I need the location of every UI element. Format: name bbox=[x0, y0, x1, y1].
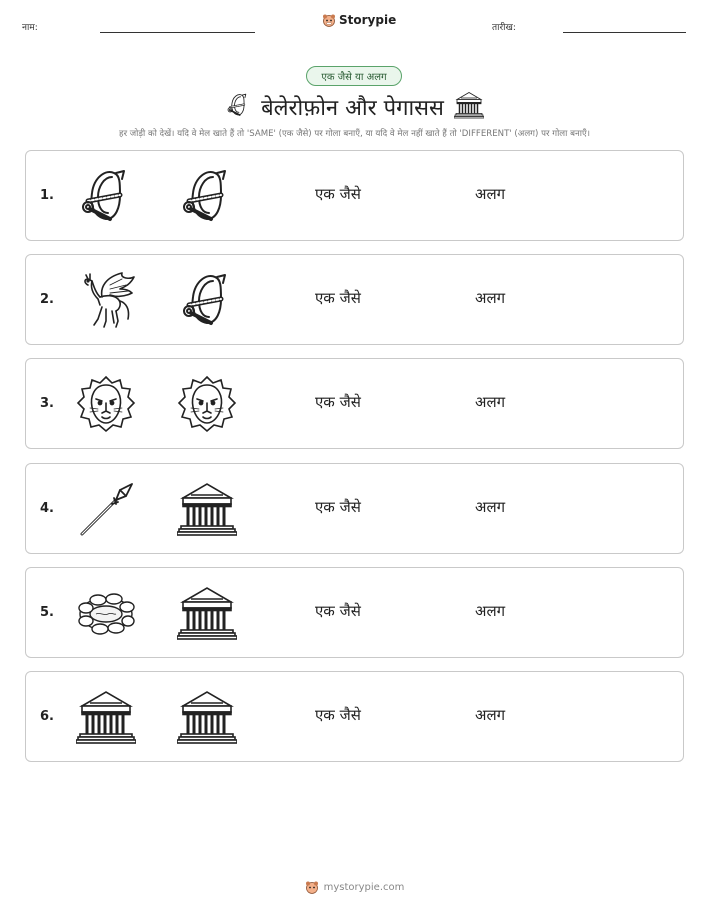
brand-logo bbox=[322, 13, 396, 27]
question-number: 5. bbox=[40, 605, 54, 620]
pegasus-icon bbox=[76, 271, 136, 329]
name-line[interactable] bbox=[100, 32, 255, 33]
question-row bbox=[25, 463, 684, 554]
storypie-footer-icon bbox=[305, 880, 319, 894]
question-row bbox=[25, 254, 684, 345]
temple-icon bbox=[177, 688, 237, 746]
option-same[interactable]: एक जैसे bbox=[315, 602, 361, 620]
brand-name: Storypie bbox=[339, 13, 397, 27]
option-different[interactable]: अलग bbox=[475, 289, 506, 307]
question-number: 2. bbox=[40, 292, 54, 307]
instructions: हर जोड़ी को देखें। यदि वे मेल खाते हैं तो 'SAME' (एक जैसे) पर गोला बनाएँ, या यदि वे मेल नहीं खाते हैं तो 'DIFFERENT' (अलग) पर गोला बनाएँ। bbox=[119, 129, 590, 139]
option-different[interactable]: अलग bbox=[475, 602, 506, 620]
spear-icon bbox=[76, 480, 136, 538]
option-different[interactable]: अलग bbox=[475, 393, 506, 411]
option-same[interactable]: एक जैसे bbox=[315, 185, 361, 203]
temple-icon bbox=[76, 688, 136, 746]
option-different[interactable]: अलग bbox=[475, 185, 506, 203]
title-row bbox=[0, 90, 709, 124]
temple-title-icon bbox=[454, 90, 484, 124]
question-number: 3. bbox=[40, 396, 54, 411]
bridle-title-icon bbox=[225, 90, 251, 124]
option-same[interactable]: एक जैसे bbox=[315, 498, 361, 516]
page-title: बेलेरोफ़ोन और पेगासस bbox=[261, 96, 444, 121]
option-same[interactable]: एक जैसे bbox=[315, 289, 361, 307]
date-line[interactable] bbox=[563, 32, 686, 33]
question-number: 1. bbox=[40, 188, 54, 203]
lion-icon bbox=[177, 375, 237, 433]
question-row bbox=[25, 671, 684, 762]
spring-icon bbox=[76, 584, 136, 642]
bridle-icon bbox=[177, 167, 237, 225]
question-row bbox=[25, 567, 684, 658]
question-row bbox=[25, 150, 684, 241]
question-number: 6. bbox=[40, 709, 54, 724]
footer-site[interactable]: mystorypie.com bbox=[323, 881, 405, 893]
option-different[interactable]: अलग bbox=[475, 706, 506, 724]
temple-icon bbox=[177, 584, 237, 642]
date-label: तारीख: bbox=[492, 23, 516, 33]
question-row bbox=[25, 358, 684, 449]
option-same[interactable]: एक जैसे bbox=[315, 706, 361, 724]
question-number: 4. bbox=[40, 501, 54, 516]
option-different[interactable]: अलग bbox=[475, 498, 506, 516]
storypie-mascot-icon bbox=[322, 13, 336, 27]
worksheet-type-badge: एक जैसे या अलग bbox=[306, 66, 402, 86]
temple-icon bbox=[177, 480, 237, 538]
bridle-icon bbox=[177, 271, 237, 329]
option-same[interactable]: एक जैसे bbox=[315, 393, 361, 411]
name-label: नाम: bbox=[22, 23, 38, 33]
lion-icon bbox=[76, 375, 136, 433]
bridle-icon bbox=[76, 167, 136, 225]
footer bbox=[0, 880, 709, 894]
